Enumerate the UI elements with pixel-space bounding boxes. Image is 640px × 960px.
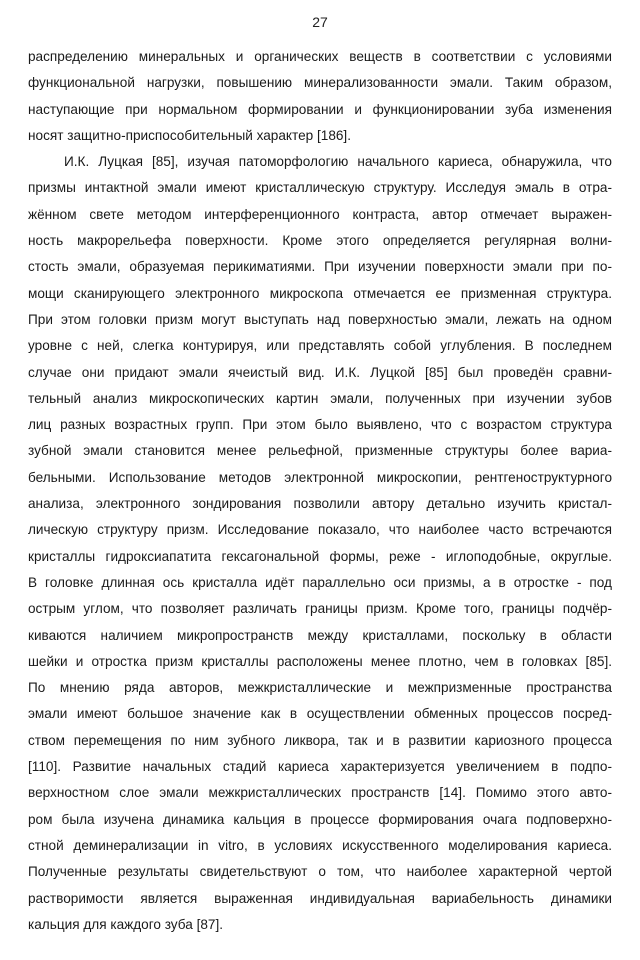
- text-line: бельными. Использование методов электронной микроскопии, рентгеноструктурного: [28, 469, 612, 485]
- text-line: случае они придают эмали ячеистый вид. И.К. Луцкой [85] был проведён сравни-: [28, 364, 612, 380]
- text-line: лическую структуру призм. Исследование показало, что наиболее часто встречаются: [28, 522, 612, 538]
- text-line: В головке длинная ось кристалла идёт параллельно оси призмы, а в отростке - под: [28, 574, 612, 590]
- text-line: кальция для каждого зуба [87].: [28, 916, 224, 932]
- body-text: [28, 44, 612, 938]
- text-line: призмы интактной эмали имеют кристаллическую структуру. Исследуя эмаль в отра-: [28, 180, 612, 196]
- text-line: наступающие при нормальном формировании и функционировании зуба изменения: [28, 101, 612, 117]
- text-line: По мнению ряда авторов, межкристаллические и межпризменные пространства: [28, 680, 612, 696]
- text-line: тельный анализ микроскопических картин эмали, полученных при изучении зубов: [28, 390, 612, 406]
- text-line: анализа, электронного зондирования позволили автору детально изучить кристал-: [28, 496, 612, 512]
- paragraph: [28, 44, 612, 149]
- text-line: кристаллы гидроксиапатита гексагональной формы, реже - иглоподобные, округлые.: [28, 548, 612, 564]
- text-line: лиц разных возрастных групп. При этом было выявлено, что с возрастом структура: [28, 417, 612, 433]
- text-line: шейки и отростка призм кристаллы расположены менее плотно, чем в головках [85].: [28, 653, 612, 669]
- text-line: носят защитно-приспособительный характер [186].: [28, 127, 351, 143]
- text-line: И.К. Луцкая [85], изучая патоморфологию начального кариеса, обнаружила, что: [64, 154, 612, 170]
- page-number: 27: [312, 14, 328, 30]
- text-line: стость эмали, образуемая перикиматиями. При изучении поверхности эмали при по-: [28, 259, 612, 275]
- text-line: растворимости является выраженная индивидуальная вариабельность динамики: [28, 890, 612, 906]
- paragraph: [28, 149, 612, 938]
- text-line: острым углом, что позволяет различать границы призм. Кроме того, границы подчёр-: [28, 601, 612, 617]
- text-line: распределению минеральных и органических веществ в соответствии с условиями: [28, 49, 612, 64]
- text-line: ством перемещения по ним зубного ликвора, так и в развитии кариозного процесса: [28, 732, 612, 748]
- text-line: [110]. Развитие начальных стадий кариеса характеризуется увеличением в подпо-: [28, 759, 612, 775]
- text-line: жённом свете методом интерференционного контраста, автор отмечает выражен-: [28, 206, 612, 222]
- text-line: функциональной нагрузки, повышению минерализованности эмали. Таким образом,: [28, 75, 612, 91]
- text-line: эмали имеют большое значение как в осуществлении обменных процессов посред-: [28, 706, 612, 722]
- text-line: При этом головки призм могут выступать над поверхностью эмали, лежать на одном: [28, 311, 612, 327]
- text-line: Полученные результаты свидетельствуют о том, что наиболее характерной чертой: [28, 864, 612, 880]
- text-line: уровне с ней, слегка контурируя, или представлять собой углубления. В последнем: [28, 338, 612, 354]
- text-line: киваются наличием микропространств между кристаллами, поскольку в области: [28, 627, 612, 643]
- text-line: зубной эмали становится менее рельефной, призменные структуры более вариа-: [28, 443, 612, 459]
- text-line: верхностном слое эмали межкристаллических пространств [14]. Помимо этого авто-: [28, 785, 612, 801]
- text-line: стной деминерализации in vitro, в условиях искусственного моделирования кариеса.: [28, 837, 612, 853]
- text-line: мощи сканирующего электронного микроскопа отмечается ее призменная структура.: [28, 285, 612, 301]
- text-line: ность макрорельефа поверхности. Кроме этого определяется регулярная волни-: [28, 233, 612, 249]
- text-line: ром была изучена динамика кальция в процессе формирования очага подповерхно-: [28, 811, 612, 827]
